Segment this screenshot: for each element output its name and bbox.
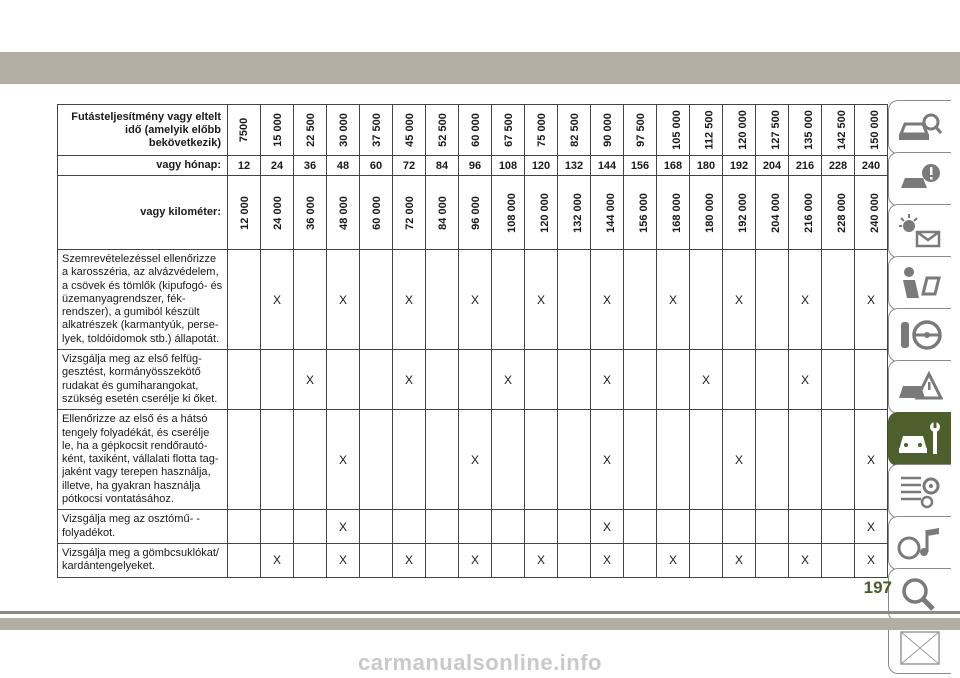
steering-wheel-icon <box>897 316 943 354</box>
km-header-cell <box>723 176 756 250</box>
km-header-cell <box>657 176 690 250</box>
interval-mark-cell <box>789 510 822 544</box>
interval-mark-cell <box>558 250 591 350</box>
interval-mark-cell <box>459 510 492 544</box>
mileage-value: 90 000 <box>601 113 614 147</box>
watermark: carmanualsonline.info <box>358 650 602 675</box>
interval-mark-cell <box>360 510 393 544</box>
interval-mark-cell <box>228 350 261 410</box>
tab-multimedia[interactable] <box>888 516 951 570</box>
km-header-cell <box>294 176 327 250</box>
interval-mark-cell <box>228 250 261 350</box>
months-cell: 84 <box>426 156 459 176</box>
interval-mark-cell <box>756 250 789 350</box>
months-cell: 120 <box>525 156 558 176</box>
interval-mark-cell <box>327 350 360 410</box>
interval-mark-cell: X <box>261 250 294 350</box>
months-cell: 36 <box>294 156 327 176</box>
mileage-header-cell <box>822 105 855 156</box>
km-value: 132 000 <box>571 192 584 233</box>
months-cell: 216 <box>789 156 822 176</box>
km-value: 216 000 <box>802 192 815 233</box>
mileage-header-cell <box>327 105 360 156</box>
tab-safety[interactable] <box>888 256 951 310</box>
interval-mark-cell <box>822 543 855 577</box>
km-value: 120 000 <box>538 192 551 233</box>
interval-mark-cell <box>393 410 426 510</box>
multimedia-icon <box>897 524 943 562</box>
interval-mark-cell <box>822 250 855 350</box>
months-cell: 48 <box>327 156 360 176</box>
mileage-value: 150 000 <box>868 110 881 150</box>
km-header-cell <box>393 176 426 250</box>
months-cell: 240 <box>855 156 888 176</box>
interval-mark-cell: X <box>657 250 690 350</box>
mileage-header-cell <box>591 105 624 156</box>
mileage-value: 22 500 <box>304 113 317 147</box>
interval-mark-cell <box>492 250 525 350</box>
tab-driving[interactable] <box>888 308 951 362</box>
interval-mark-cell: X <box>393 250 426 350</box>
performance-header: Futásteljesítmény vagy eltelt idő (amelyik előbb bekövetkezik) <box>58 105 228 156</box>
mileage-value: 52 500 <box>436 113 449 147</box>
mileage-header-cell <box>492 105 525 156</box>
mileage-header-cell <box>789 105 822 156</box>
dashboard-lights-icon <box>897 212 943 250</box>
interval-mark-cell <box>360 250 393 350</box>
breakdown-icon <box>897 368 943 406</box>
km-value: 24 000 <box>271 195 284 230</box>
interval-mark-cell: X <box>723 543 756 577</box>
km-value: 240 000 <box>868 192 881 233</box>
table-row <box>58 543 888 577</box>
km-value: 228 000 <box>835 192 848 233</box>
specifications-icon <box>897 472 943 510</box>
interval-mark-cell <box>624 350 657 410</box>
task-label: Vizsgálja meg az osztómű- -folyadékot. <box>58 510 228 544</box>
mileage-header-cell <box>393 105 426 156</box>
km-header: vagy kilométer: <box>58 176 228 250</box>
interval-mark-cell <box>294 250 327 350</box>
interval-mark-cell: X <box>657 543 690 577</box>
mileage-header-cell <box>294 105 327 156</box>
km-header-cell <box>558 176 591 250</box>
km-header-cell <box>228 176 261 250</box>
km-value: 84 000 <box>436 195 449 230</box>
interval-mark-cell: X <box>327 543 360 577</box>
mileage-value: 112 500 <box>703 110 716 150</box>
interval-mark-cell <box>294 510 327 544</box>
interval-mark-cell: X <box>492 350 525 410</box>
interval-mark-cell <box>426 510 459 544</box>
interval-mark-cell <box>525 510 558 544</box>
mileage-header-cell <box>459 105 492 156</box>
interval-mark-cell <box>360 350 393 410</box>
km-header-cell <box>525 176 558 250</box>
interval-mark-cell <box>624 250 657 350</box>
tab-breakdown[interactable] <box>888 360 951 414</box>
interval-mark-cell <box>492 510 525 544</box>
months-cell: 132 <box>558 156 591 176</box>
mileage-header-cell <box>723 105 756 156</box>
interval-mark-cell: X <box>789 350 822 410</box>
km-value: 144 000 <box>604 192 617 233</box>
months-header: vagy hónap: <box>58 156 228 176</box>
km-header-cell <box>327 176 360 250</box>
tab-maintenance[interactable] <box>888 412 951 466</box>
mileage-value: 97 500 <box>634 113 647 147</box>
interval-mark-cell: X <box>591 543 624 577</box>
months-cell: 144 <box>591 156 624 176</box>
km-header-cell <box>756 176 789 250</box>
bottom-rule <box>0 611 960 614</box>
header-row-miles <box>58 105 888 156</box>
interval-mark-cell: X <box>327 510 360 544</box>
interval-mark-cell <box>690 410 723 510</box>
interval-mark-cell <box>624 410 657 510</box>
interval-mark-cell: X <box>855 543 888 577</box>
km-header-cell <box>492 176 525 250</box>
months-cell: 60 <box>360 156 393 176</box>
km-header-cell <box>624 176 657 250</box>
mileage-value: 142 500 <box>835 110 848 150</box>
tab-car-info[interactable] <box>888 100 951 154</box>
mileage-header-cell <box>525 105 558 156</box>
interval-mark-cell <box>756 350 789 410</box>
interval-mark-cell: X <box>723 250 756 350</box>
interval-mark-cell <box>525 410 558 510</box>
interval-mark-cell <box>558 350 591 410</box>
interval-mark-cell <box>624 543 657 577</box>
km-header-cell <box>789 176 822 250</box>
header-row-months <box>58 156 888 176</box>
interval-mark-cell: X <box>327 410 360 510</box>
months-cell: 192 <box>723 156 756 176</box>
mileage-value: 120 000 <box>736 110 749 150</box>
mileage-value: 37 500 <box>370 113 383 147</box>
task-label: Vizsgálja meg az első felfüg- gesztést, kormányösszekötő rudakat és gumiharangokat, szükség esetén cserélje ki őket. <box>58 350 228 410</box>
table-row <box>58 510 888 544</box>
interval-mark-cell: X <box>393 350 426 410</box>
km-value: 168 000 <box>670 192 683 233</box>
interval-mark-cell <box>789 410 822 510</box>
maintenance-icon <box>897 420 943 458</box>
interval-mark-cell <box>657 350 690 410</box>
interval-mark-cell: X <box>525 543 558 577</box>
interval-mark-cell <box>393 510 426 544</box>
interval-mark-cell <box>657 510 690 544</box>
interval-mark-cell: X <box>294 350 327 410</box>
mileage-header-cell <box>360 105 393 156</box>
interval-mark-cell <box>459 350 492 410</box>
page-number: 197 <box>863 578 892 597</box>
km-value: 180 000 <box>703 192 716 233</box>
km-header-cell <box>591 176 624 250</box>
table-row <box>58 350 888 410</box>
interval-mark-cell <box>690 250 723 350</box>
mileage-header-cell <box>756 105 789 156</box>
months-cell: 24 <box>261 156 294 176</box>
tab-dashboard-lights[interactable] <box>888 204 951 258</box>
mileage-header-cell <box>657 105 690 156</box>
km-value: 96 000 <box>469 195 482 230</box>
interval-mark-cell <box>492 543 525 577</box>
interval-mark-cell <box>756 410 789 510</box>
km-header-cell <box>459 176 492 250</box>
interval-mark-cell <box>228 410 261 510</box>
interval-mark-cell: X <box>459 410 492 510</box>
months-cell: 108 <box>492 156 525 176</box>
interval-mark-cell <box>756 510 789 544</box>
interval-mark-cell <box>525 350 558 410</box>
interval-mark-cell <box>360 543 393 577</box>
months-cell: 204 <box>756 156 789 176</box>
interval-mark-cell: X <box>525 250 558 350</box>
interval-mark-cell: X <box>690 350 723 410</box>
km-value: 156 000 <box>637 192 650 233</box>
interval-mark-cell <box>294 543 327 577</box>
header-row-km <box>58 176 888 250</box>
interval-mark-cell <box>558 543 591 577</box>
km-header-cell <box>360 176 393 250</box>
mileage-value: 105 000 <box>670 110 683 150</box>
interval-mark-cell <box>822 510 855 544</box>
interval-mark-cell: X <box>591 410 624 510</box>
interval-mark-cell <box>855 350 888 410</box>
interval-mark-cell: X <box>591 350 624 410</box>
km-header-cell <box>426 176 459 250</box>
km-value: 48 000 <box>337 195 350 230</box>
interval-mark-cell <box>228 510 261 544</box>
mileage-header-cell <box>426 105 459 156</box>
interval-mark-cell: X <box>393 543 426 577</box>
mileage-value: 45 000 <box>403 113 416 147</box>
interval-mark-cell <box>756 543 789 577</box>
mileage-value: 127 500 <box>769 110 782 150</box>
interval-mark-cell <box>558 410 591 510</box>
interval-mark-cell: X <box>459 543 492 577</box>
interval-mark-cell <box>822 410 855 510</box>
interval-mark-cell <box>723 350 756 410</box>
mileage-value: 75 000 <box>535 113 548 147</box>
interval-mark-cell <box>294 410 327 510</box>
mileage-header-cell <box>261 105 294 156</box>
tab-specifications[interactable] <box>888 464 951 518</box>
interval-mark-cell <box>261 350 294 410</box>
interval-mark-cell <box>261 410 294 510</box>
interval-mark-cell <box>822 350 855 410</box>
km-value: 60 000 <box>370 195 383 230</box>
airbag-safety-icon <box>897 264 943 302</box>
top-band <box>0 52 960 84</box>
mileage-value: 67 500 <box>502 113 515 147</box>
km-value: 108 000 <box>505 192 518 233</box>
interval-mark-cell <box>624 510 657 544</box>
mileage-value: 82 500 <box>568 113 581 147</box>
months-cell: 72 <box>393 156 426 176</box>
mileage-value: 60 000 <box>469 113 482 147</box>
mileage-header-cell <box>558 105 591 156</box>
maintenance-schedule-table <box>57 104 888 578</box>
interval-mark-cell: X <box>591 250 624 350</box>
interval-mark-cell: X <box>789 543 822 577</box>
km-value: 12 000 <box>238 195 251 230</box>
mileage-value: 30 000 <box>337 113 350 147</box>
interval-mark-cell: X <box>855 410 888 510</box>
interval-mark-cell: X <box>327 250 360 350</box>
mileage-header-cell <box>855 105 888 156</box>
months-cell: 96 <box>459 156 492 176</box>
interval-mark-cell <box>426 250 459 350</box>
months-cell: 168 <box>657 156 690 176</box>
months-cell: 228 <box>822 156 855 176</box>
interval-mark-cell: X <box>261 543 294 577</box>
km-header-cell <box>690 176 723 250</box>
task-label: Ellenőrizze az első és a hátsó tengely folyadékát, és cserélje le, ha a gépkocsit rendőrautó- ként, taxiként, vállalati flotta tag- jaként vagy terepen használja, illetve, ha gyakran használja pótkocsi vontatásához. <box>58 410 228 510</box>
months-cell: 12 <box>228 156 261 176</box>
interval-mark-cell: X <box>459 250 492 350</box>
interval-mark-cell: X <box>855 510 888 544</box>
table-row <box>58 250 888 350</box>
interval-mark-cell <box>690 543 723 577</box>
km-value: 72 000 <box>403 195 416 230</box>
interval-mark-cell <box>492 410 525 510</box>
mileage-value: 135 000 <box>802 110 815 150</box>
km-value: 36 000 <box>304 195 317 230</box>
interval-mark-cell: X <box>591 510 624 544</box>
interval-mark-cell <box>261 510 294 544</box>
interval-mark-cell <box>360 410 393 510</box>
mileage-header-cell <box>624 105 657 156</box>
km-header-cell <box>261 176 294 250</box>
warning-light-icon <box>897 160 943 198</box>
interval-mark-cell: X <box>723 410 756 510</box>
interval-mark-cell <box>426 543 459 577</box>
mileage-value: 15 000 <box>271 113 284 147</box>
mileage-value: 7500 <box>237 117 250 143</box>
km-header-cell <box>822 176 855 250</box>
months-cell: 156 <box>624 156 657 176</box>
interval-mark-cell <box>426 350 459 410</box>
interval-mark-cell <box>723 510 756 544</box>
task-label: Vizsgálja meg a gömbcsuklókat/ kardántengelyeket. <box>58 543 228 577</box>
km-value: 204 000 <box>769 192 782 233</box>
interval-mark-cell: X <box>855 250 888 350</box>
bottom-band <box>0 618 960 630</box>
interval-mark-cell <box>558 510 591 544</box>
interval-mark-cell <box>426 410 459 510</box>
km-header-cell <box>855 176 888 250</box>
task-label: Szemrevételezéssel ellenőrizze a karosszéria, az alvázvédelem, a csövek és tömlők (kipufogó- és üzemanyagrendszer, fék- rendszer), a gumiból készült alkatrészek (karmantyúk, perse- lyek, toldóidomok stb.) állapotát. <box>58 250 228 350</box>
interval-mark-cell <box>657 410 690 510</box>
months-cell: 180 <box>690 156 723 176</box>
mileage-header-cell <box>228 105 261 156</box>
interval-mark-cell <box>228 543 261 577</box>
interval-mark-cell: X <box>789 250 822 350</box>
search-icon <box>897 576 943 614</box>
interval-mark-cell <box>690 510 723 544</box>
table-row <box>58 410 888 510</box>
car-info-icon <box>897 108 943 146</box>
tab-warning-lights[interactable] <box>888 152 951 206</box>
km-value: 192 000 <box>736 192 749 233</box>
mileage-header-cell <box>690 105 723 156</box>
